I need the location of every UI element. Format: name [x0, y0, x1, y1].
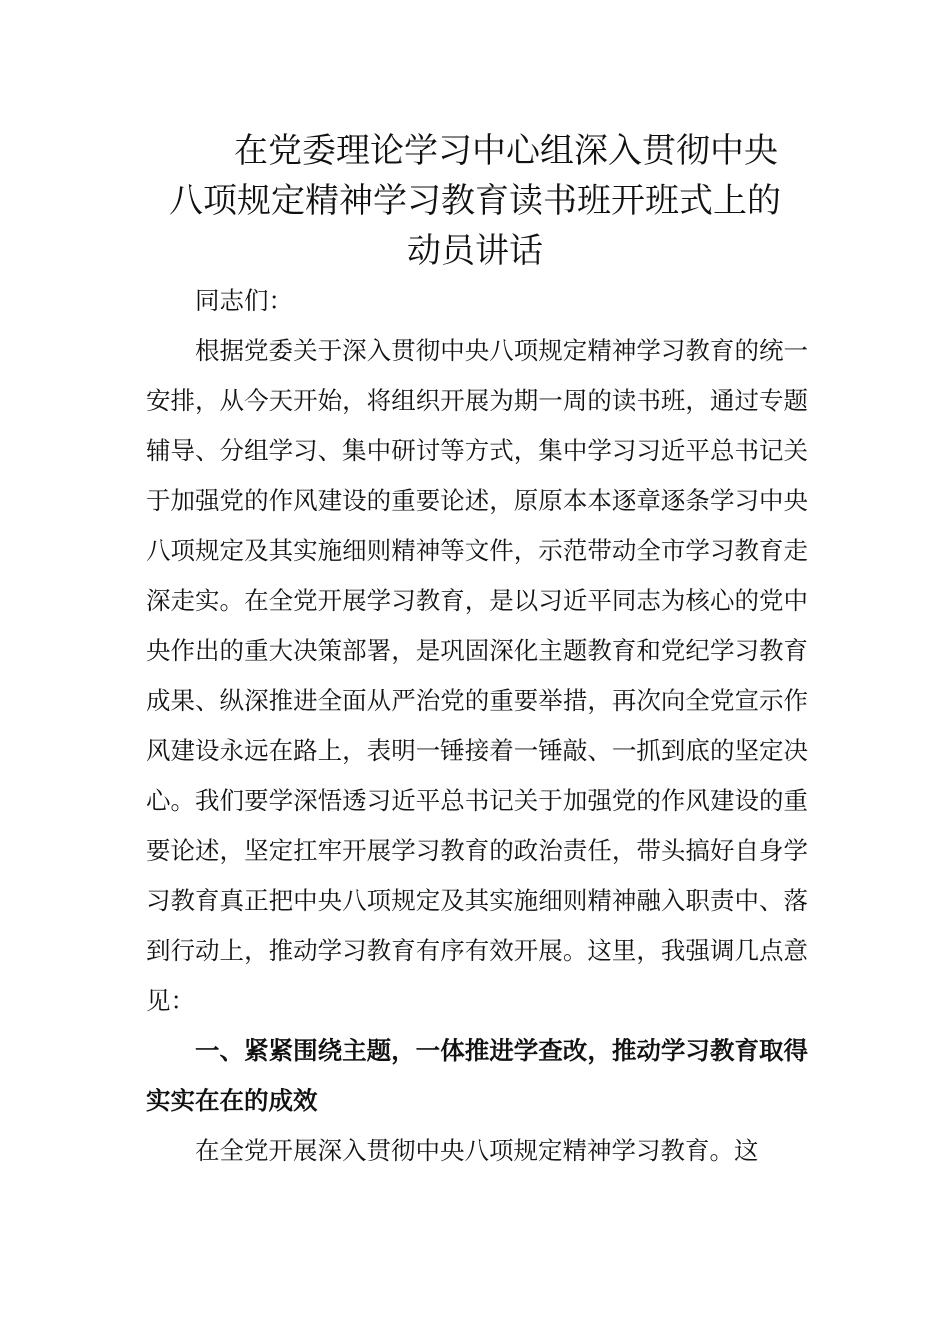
title-line-2: 八项规定精神学习教育读书班开班式上的	[169, 181, 781, 221]
document-body	[146, 276, 808, 1176]
document-title	[150, 126, 800, 276]
section-heading-1: 一、紧紧围绕主题，一体推进学查改，推动学习教育取得实实在在的成效	[146, 1036, 808, 1115]
title-line-1: 在党委理论学习中心组深入贯彻中央	[234, 131, 778, 171]
salutation: 同志们：	[195, 286, 293, 315]
title-line-3: 动员讲话	[407, 231, 543, 271]
paragraph-section-1: 在全党开展深入贯彻中央八项规定精神学习教育。这	[195, 1136, 759, 1165]
paragraph-intro: 根据党委关于深入贯彻中央八项规定精神学习教育的统一安排，从今天开始，将组织开展为期一周的读书班，通过专题辅导、分组学习、集中研讨等方式，集中学习习近平总书记关于加强党的作风建设的重要论述，原原本本逐章逐条学习中央八项规定及其实施细则精神等文件，示范带动全市学习教育走深走实。在全党开展学习教育，是以习近平同志为核心的党中央作出的重大决策部署，是巩固深化主题教育和党纪学习教育成果、纵深推进全面从严治党的重要举措，再次向全党宣示作风建设永远在路上，表明一锤接着一锤敲、一抓到底的坚定决心。我们要学深悟透习近平总书记关于加强党的作风建设的重要论述，坚定扛牢开展学习教育的政治责任，带头搞好自身学习教育真正把中央八项规定及其实施细则精神融入职责中、落到行动上，推动学习教育有序有效开展。这里，我强调几点意见：	[146, 336, 808, 1015]
